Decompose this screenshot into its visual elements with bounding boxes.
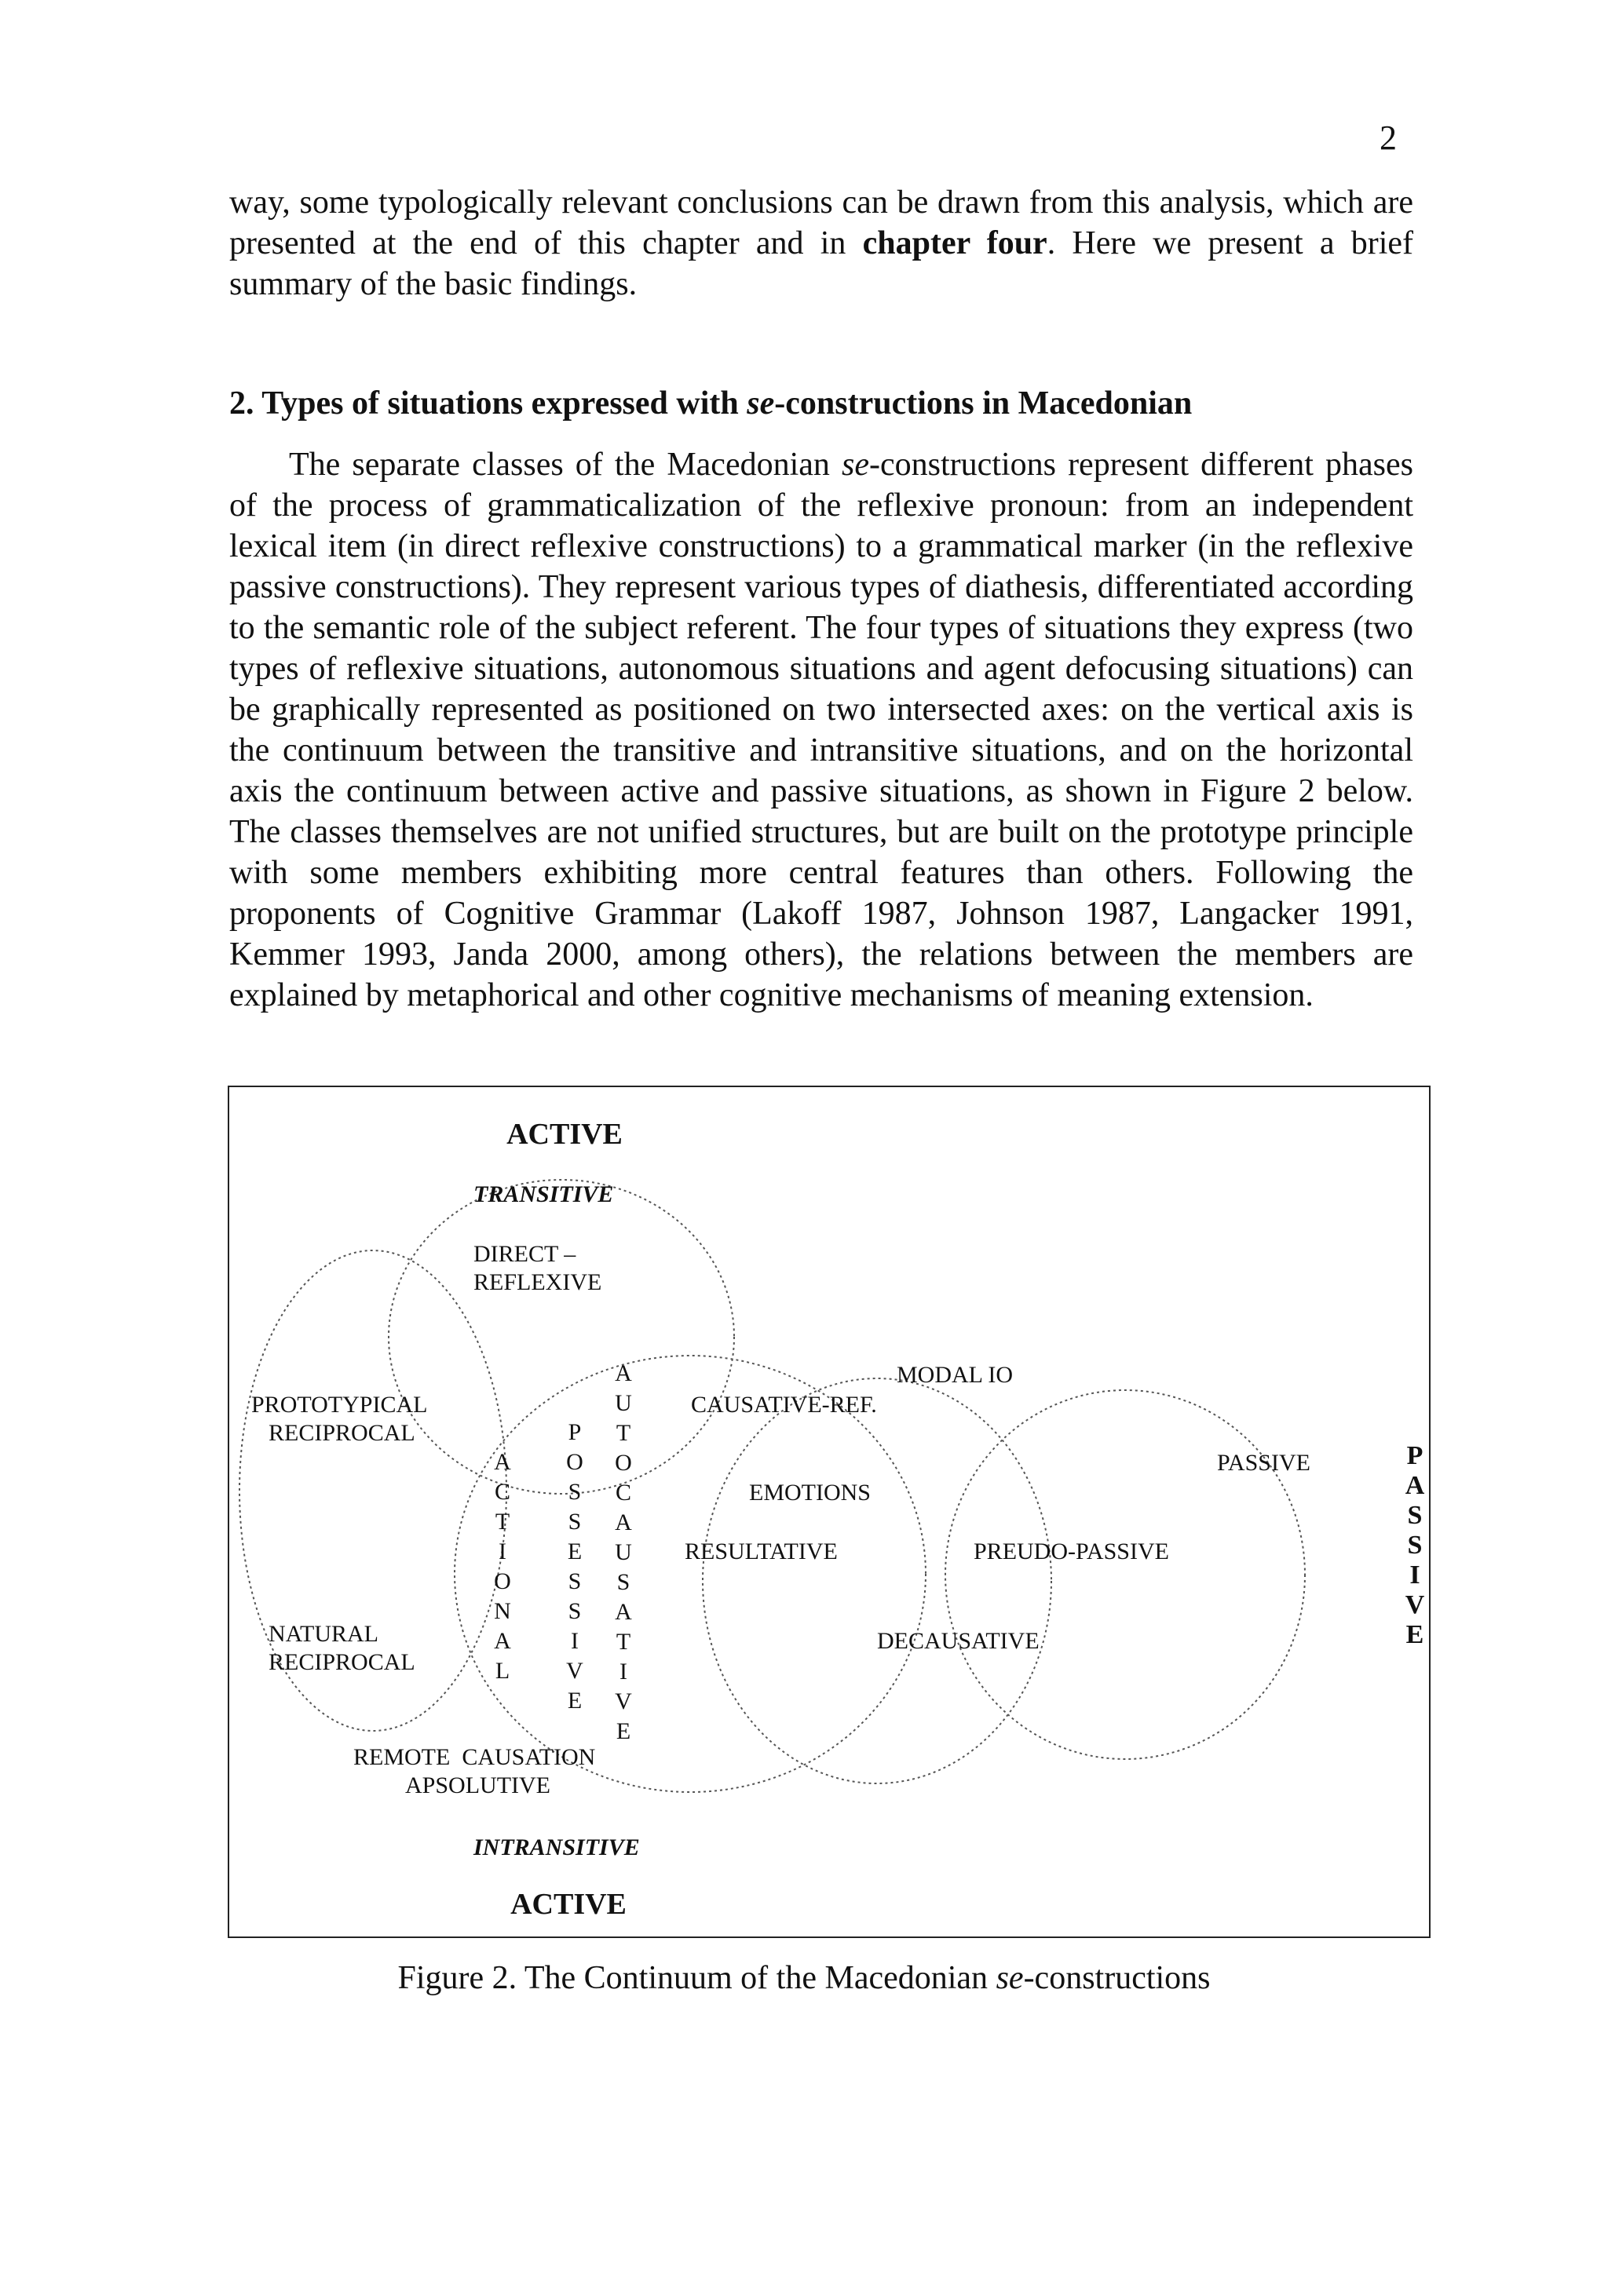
autocausative-letter: S <box>616 1569 630 1595</box>
possessive-letter: O <box>566 1449 583 1475</box>
heading-italic: se <box>747 385 775 422</box>
passive-label: PASSIVE <box>1217 1450 1310 1476</box>
autocausative-letter: C <box>615 1480 632 1506</box>
actional-letter: O <box>494 1568 511 1594</box>
natural-reciprocal-line1: NATURAL <box>269 1621 378 1647</box>
emotions-circle <box>703 1378 1051 1783</box>
direct-reflexive-line1: DIRECT – <box>473 1241 576 1267</box>
figure-caption <box>0 1959 1608 1997</box>
autocausative-letter: A <box>615 1360 632 1386</box>
intro-text-a: way, some typologically relevant conclusions can be drawn from this analysis, which are presented at the end of this chapter and in <box>229 184 1413 261</box>
natural-reciprocal-line2: RECIPROCAL <box>269 1649 415 1675</box>
passive-vertical-letter: S <box>1407 1531 1423 1560</box>
direct-reflexive-line2: REFLEXIVE <box>473 1269 602 1295</box>
autocausative-letter: E <box>616 1718 631 1744</box>
actional-letter: T <box>495 1509 510 1535</box>
possessive-letter: S <box>568 1598 582 1624</box>
possessive-letter: V <box>566 1658 583 1684</box>
transitive-label: TRANSITIVE <box>473 1181 614 1207</box>
heading-suffix: -constructions in Macedonian <box>774 385 1193 422</box>
possessive-letter: P <box>568 1419 582 1445</box>
intro-text-b: . Here we present a brief summary of the basic findings. <box>229 225 1414 302</box>
body-italic: se <box>842 447 870 483</box>
heading-prefix: 2. Types of situations expressed with <box>229 385 747 422</box>
actional-letter: A <box>494 1628 511 1654</box>
actional-letter: N <box>494 1598 511 1624</box>
emotions-label: EMOTIONS <box>749 1480 871 1506</box>
autocausative-letter: U <box>615 1539 632 1565</box>
passive-circle <box>945 1390 1305 1759</box>
autocausative-letter: O <box>615 1450 632 1476</box>
passive-vertical-letter: P <box>1406 1441 1423 1470</box>
autocausative-letter: A <box>615 1509 632 1535</box>
preudo-passive-label: PREUDO-PASSIVE <box>974 1539 1169 1564</box>
possessive-letter: I <box>571 1628 579 1654</box>
autocausative-letter: V <box>615 1688 632 1714</box>
possessive-letter: S <box>568 1509 582 1535</box>
possessive-vertical-label <box>566 1419 583 1714</box>
possessive-letter: S <box>568 1568 582 1594</box>
passive-vertical-letter: S <box>1407 1501 1423 1530</box>
actional-vertical-label <box>494 1449 511 1684</box>
bottom-active-label: ACTIVE <box>510 1888 627 1921</box>
intransitive-label: INTRANSITIVE <box>473 1834 640 1860</box>
figure-frame <box>228 1086 1431 1938</box>
continuum-diagram <box>229 1087 1432 1940</box>
possessive-letter: E <box>567 1539 583 1564</box>
autocausative-letter: I <box>619 1659 627 1685</box>
page-number: 2 <box>1380 119 1397 157</box>
autocausative-letter: T <box>616 1420 631 1446</box>
section-heading <box>229 385 1192 422</box>
passive-vertical-letter: A <box>1405 1471 1425 1500</box>
body-text-b: -constructions represent different phases of the process of grammaticalization of the reflexive pronoun: from an independent lexical item (in direct reflexive constructions) to a grammatical marker (in the reflexive passive constructions). They represent various types of diathesis, differentiated according to the semantic role of the subject referent. The four types of situations they express (two types of reflexive situations, autonomous situations and agent defocusing situations) can be graphically represented as positioned on two intersected axes: on the vertical axis is the continuum between the transitive and intransitive situations, and on the horizontal axis the continuum between active and passive situations, as shown in Figure 2 below. The classes themselves are not unified structures, but are built on the prototype principle with some members exhibiting more central features than others. Following the proponents of Cognitive Grammar (Lakoff 1987, Johnson 1987, Langacker 1991, Kemmer 1993, Janda 2000, among others), the relations between the members are explained by metaphorical and other cognitive mechanisms of meaning extension. <box>229 447 1413 1013</box>
caption-italic: se <box>996 1960 1024 1996</box>
autocausative-letter: U <box>615 1390 632 1416</box>
intro-bold: chapter four <box>862 225 1047 261</box>
causative-ref-label: CAUSATIVE-REF. <box>691 1392 877 1418</box>
actional-letter: L <box>495 1658 510 1684</box>
actional-letter: I <box>499 1539 506 1564</box>
modal-io-label: MODAL IO <box>897 1362 1014 1388</box>
passive-vertical-letter: I <box>1409 1560 1420 1590</box>
direct-reflexive-circle <box>389 1180 734 1494</box>
middle-circle <box>455 1356 926 1792</box>
actional-letter: C <box>494 1479 511 1505</box>
caption-prefix: Figure 2. The Continuum of the Macedonian <box>397 1960 996 1996</box>
autocausative-letter: T <box>616 1629 631 1655</box>
caption-suffix: -constructions <box>1023 1960 1211 1996</box>
body-paragraph <box>229 444 1413 1016</box>
autocausative-letter: A <box>615 1599 632 1625</box>
body-text-a: The separate classes of the Macedonian <box>289 447 842 483</box>
remote-causation-label: REMOTE CAUSATION <box>353 1744 596 1770</box>
prototypical-reciprocal-line1: PROTOTYPICAL <box>251 1392 428 1418</box>
apsolutive-label: APSOLUTIVE <box>405 1772 550 1798</box>
prototypical-reciprocal-line2: RECIPROCAL <box>269 1420 415 1446</box>
decausative-label: DECAUSATIVE <box>877 1628 1040 1654</box>
passive-vertical-letter: V <box>1405 1590 1425 1619</box>
intro-paragraph <box>229 182 1413 305</box>
possessive-letter: S <box>568 1479 582 1505</box>
passive-vertical-letter: E <box>1405 1620 1424 1649</box>
resultative-label: RESULTATIVE <box>685 1539 838 1564</box>
actional-letter: A <box>494 1449 511 1475</box>
top-active-label: ACTIVE <box>506 1118 623 1151</box>
autocausative-vertical-label <box>615 1360 632 1744</box>
passive-vertical-label <box>1405 1441 1425 1649</box>
possessive-letter: E <box>567 1688 583 1714</box>
